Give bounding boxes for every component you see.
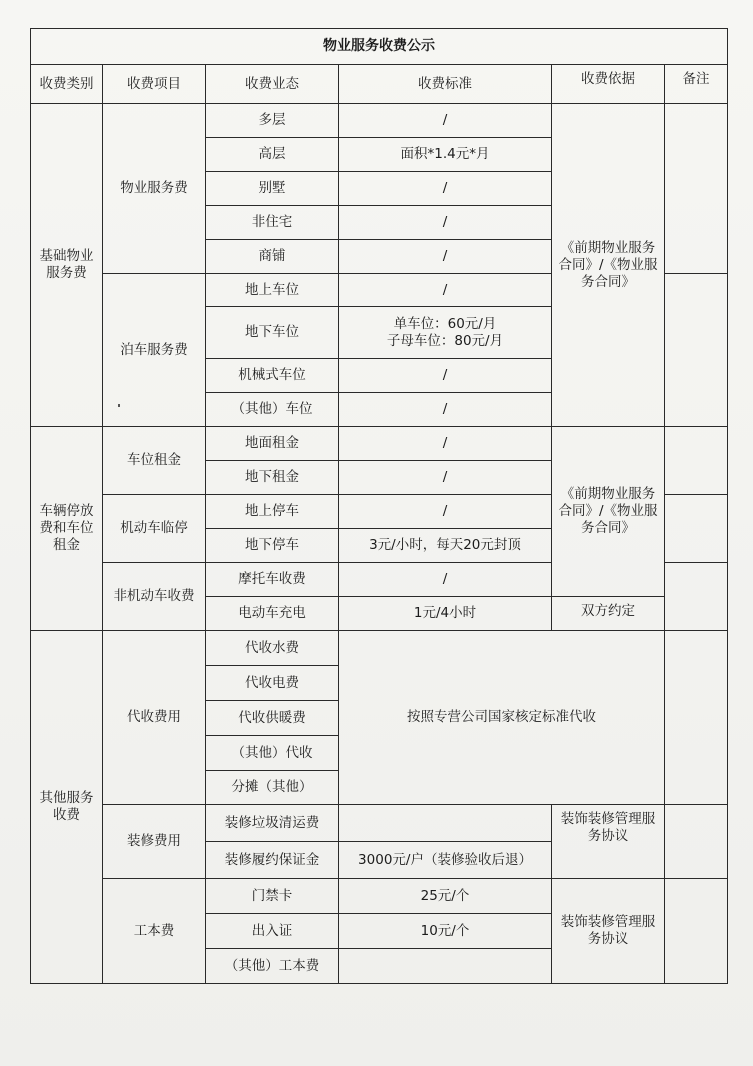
header-basis: 收费依据 — [552, 65, 665, 104]
standard-cell: 25元/个 — [339, 879, 552, 914]
basis-ev: 双方约定 — [552, 597, 665, 631]
scan-speck — [118, 404, 120, 407]
remark-cell — [665, 104, 728, 274]
category-other: 其他服务收费 — [31, 631, 103, 984]
standard-cell: / — [339, 495, 552, 529]
item-parking-service: 泊车服务费 — [103, 274, 206, 427]
header-form: 收费业态 — [206, 65, 339, 104]
form-cell: 代收电费 — [206, 666, 339, 701]
standard-cell-multiline — [339, 307, 552, 359]
header-category: 收费类别 — [31, 65, 103, 104]
form-cell: 分摊（其他） — [206, 771, 339, 805]
standard-cell: / — [339, 240, 552, 274]
standard-cell: / — [339, 104, 552, 138]
standard-cell: / — [339, 461, 552, 495]
item-cost: 工本费 — [103, 879, 206, 984]
standard-cell: / — [339, 206, 552, 240]
form-cell: 门禁卡 — [206, 879, 339, 914]
form-cell: 非住宅 — [206, 206, 339, 240]
standard-cell: 10元/个 — [339, 914, 552, 949]
standard-cell: / — [339, 172, 552, 206]
standard-cell: / — [339, 563, 552, 597]
remark-cell — [665, 563, 728, 631]
header-standard: 收费标准 — [339, 65, 552, 104]
item-decoration: 装修费用 — [103, 805, 206, 879]
item-property-fee: 物业服务费 — [103, 104, 206, 274]
form-cell: 代收水费 — [206, 631, 339, 666]
standard-cell: 1元/4小时 — [339, 597, 552, 631]
standard-line: 单车位：60元/月 — [393, 315, 497, 332]
form-cell: 出入证 — [206, 914, 339, 949]
form-cell: （其他）代收 — [206, 736, 339, 771]
standard-cell: 3元/小时，每天20元封顶 — [339, 529, 552, 563]
form-cell: 装修垃圾清运费 — [206, 805, 339, 842]
form-cell: （其他）工本费 — [206, 949, 339, 984]
category-basic: 基础物业服务费 — [31, 104, 103, 427]
item-space-rent: 车位租金 — [103, 427, 206, 495]
remark-cell — [665, 495, 728, 563]
remark-cell — [665, 631, 728, 805]
standard-cell: 面积*1.4元*月 — [339, 138, 552, 172]
basis-decoration: 装饰装修管理服务协议 — [552, 805, 665, 879]
form-cell: 多层 — [206, 104, 339, 138]
form-cell: 地下租金 — [206, 461, 339, 495]
form-cell: 别墅 — [206, 172, 339, 206]
standard-cell: / — [339, 359, 552, 393]
form-cell: 地下停车 — [206, 529, 339, 563]
standard-cell — [339, 805, 552, 842]
form-cell: （其他）车位 — [206, 393, 339, 427]
form-cell: 地上车位 — [206, 274, 339, 307]
standard-line: 子母车位：80元/月 — [386, 332, 504, 349]
form-cell: 机械式车位 — [206, 359, 339, 393]
basis-cost: 装饰装修管理服务协议 — [552, 879, 665, 984]
form-cell: 电动车充电 — [206, 597, 339, 631]
form-cell: 地上停车 — [206, 495, 339, 529]
form-cell: 装修履约保证金 — [206, 842, 339, 879]
form-cell: 代收供暖费 — [206, 701, 339, 736]
standard-cell: / — [339, 393, 552, 427]
form-cell: 地面租金 — [206, 427, 339, 461]
header-item: 收费项目 — [103, 65, 206, 104]
basis-vehicle: 《前期物业服务合同》/《物业服务合同》 — [552, 427, 665, 597]
form-cell: 商铺 — [206, 240, 339, 274]
form-cell: 摩托车收费 — [206, 563, 339, 597]
form-cell: 高层 — [206, 138, 339, 172]
item-non-motor: 非机动车收费 — [103, 563, 206, 631]
category-vehicle: 车辆停放费和车位租金 — [31, 427, 103, 631]
basis-basic: 《前期物业服务合同》/《物业服务合同》 — [552, 104, 665, 427]
header-remark: 备注 — [665, 65, 728, 104]
item-collection: 代收费用 — [103, 631, 206, 805]
standard-cell: / — [339, 274, 552, 307]
remark-cell — [665, 274, 728, 427]
standard-cell: 3000元/户（装修验收后退） — [339, 842, 552, 879]
standard-collection: 按照专营公司国家核定标准代收 — [339, 631, 665, 805]
remark-cell — [665, 879, 728, 984]
standard-cell: / — [339, 427, 552, 461]
remark-cell — [665, 427, 728, 495]
remark-cell — [665, 805, 728, 879]
form-cell: 地下车位 — [206, 307, 339, 359]
table-title: 物业服务收费公示 — [31, 29, 728, 65]
fee-table — [30, 28, 728, 984]
item-motor-temp: 机动车临停 — [103, 495, 206, 563]
standard-cell — [339, 949, 552, 984]
